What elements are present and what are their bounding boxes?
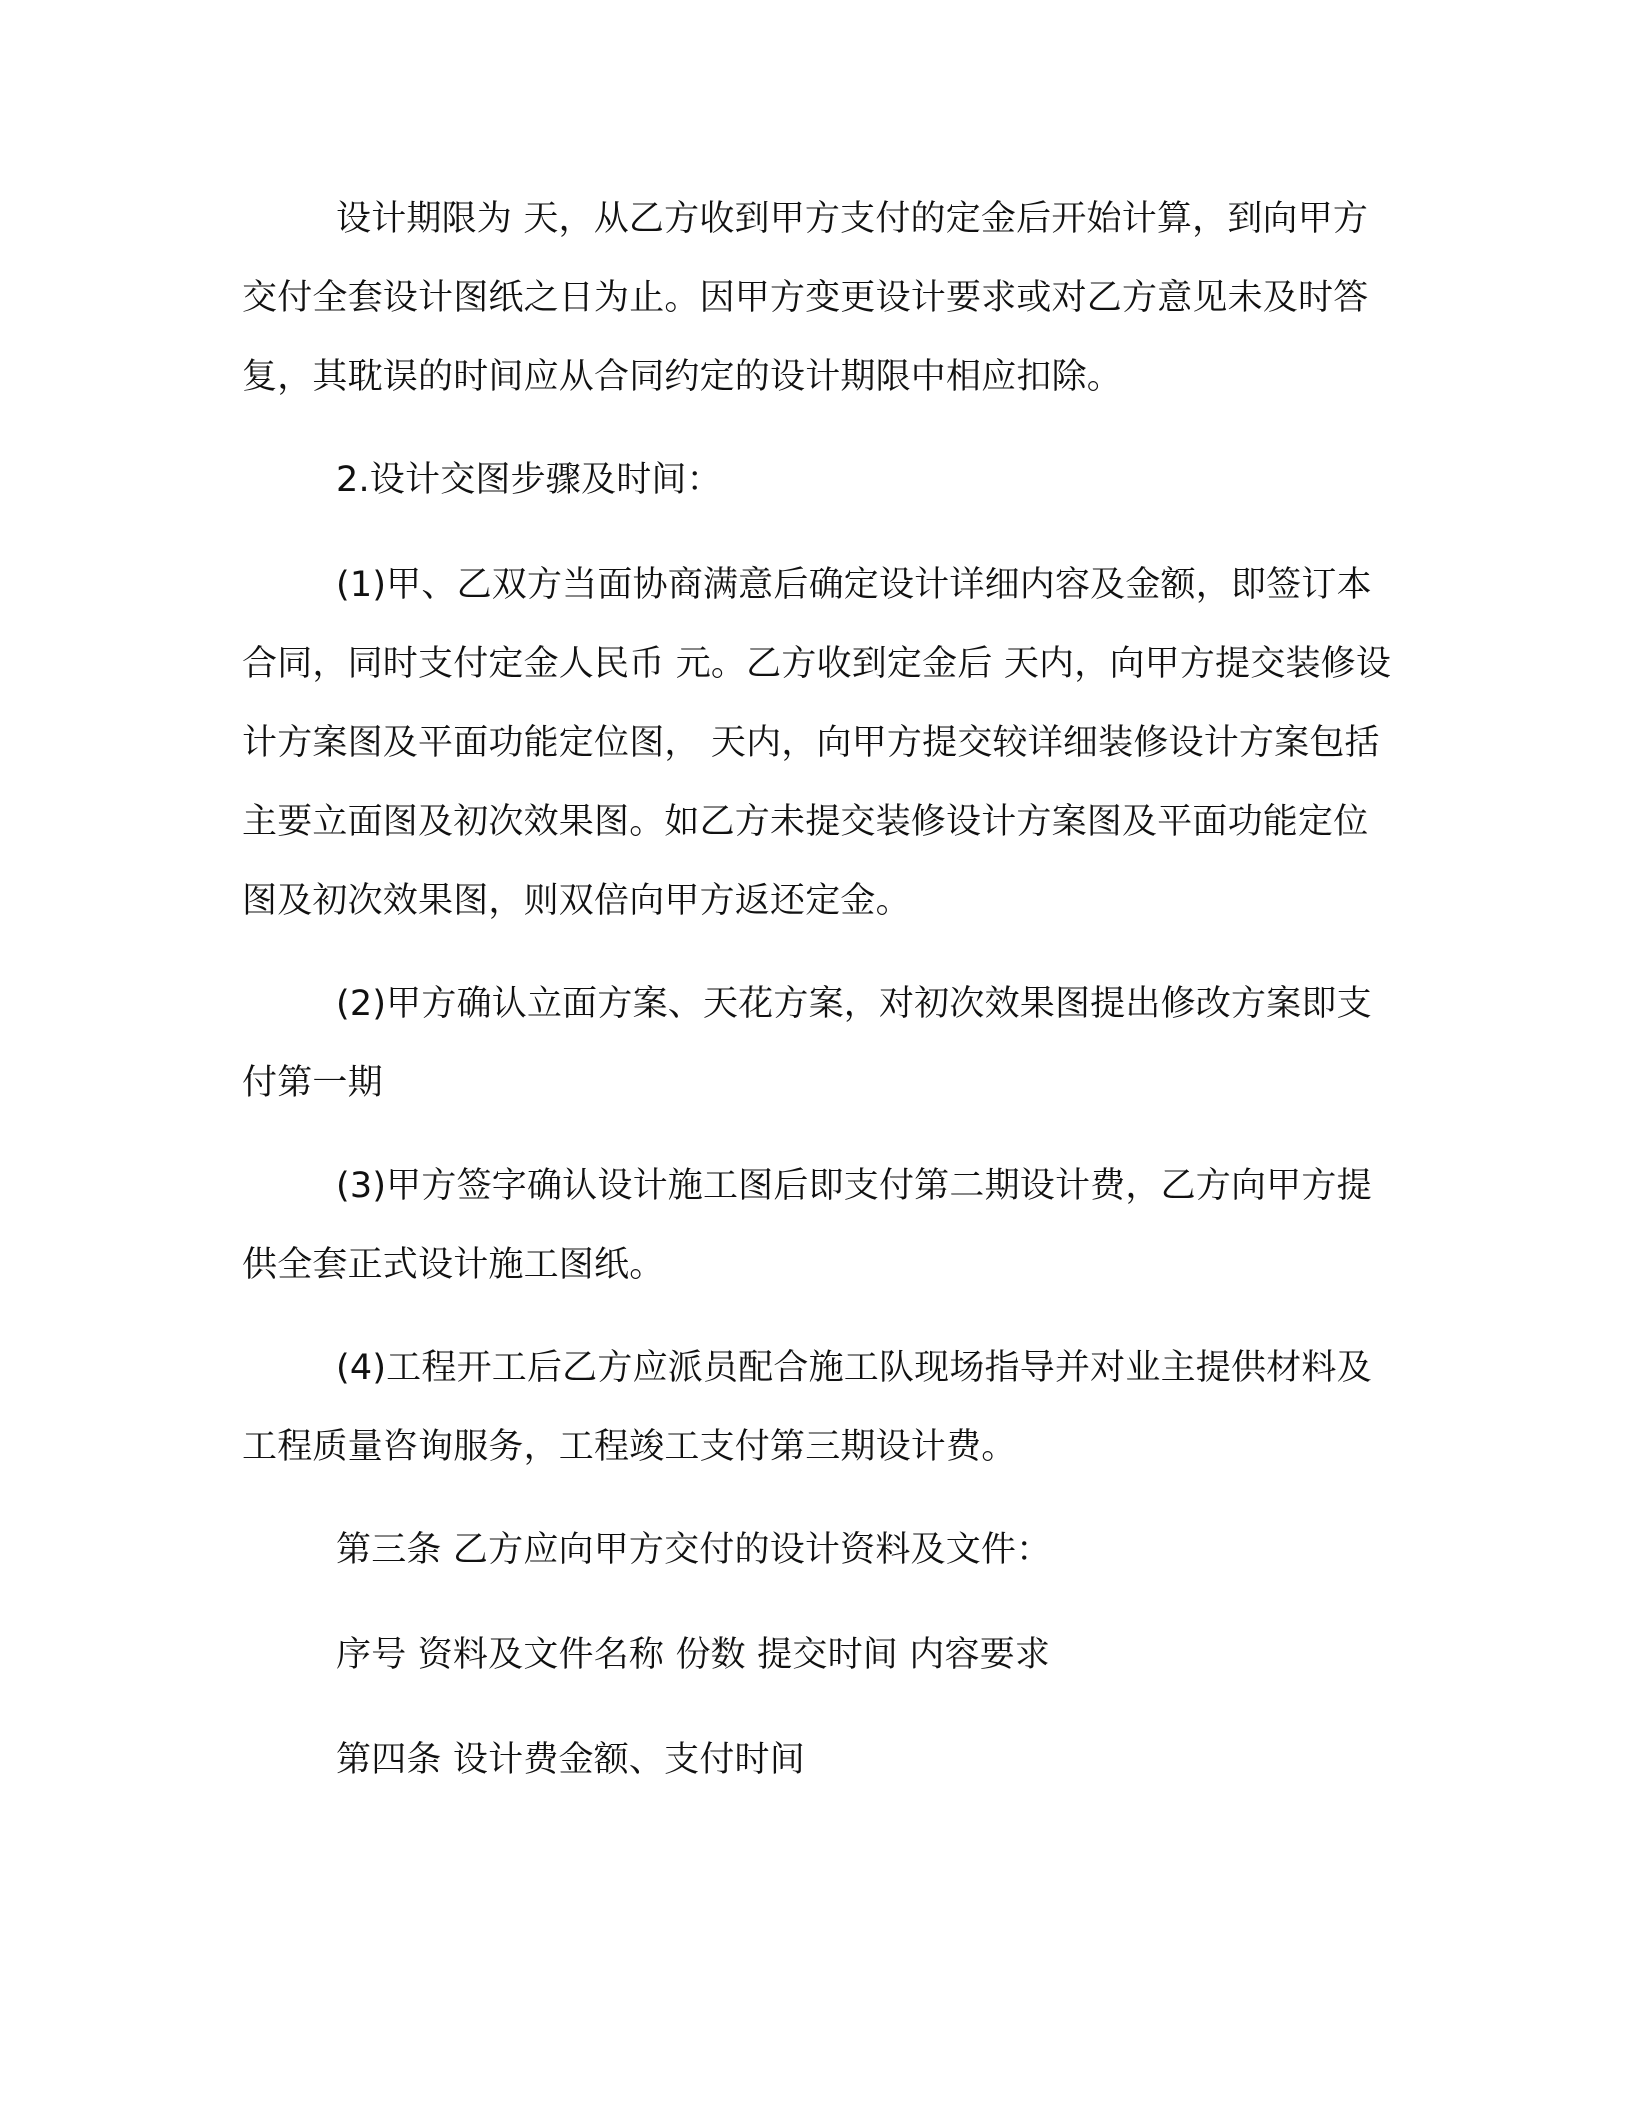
paragraph-table-header: 序号 资料及文件名称 份数 提交时间 内容要求	[336, 1635, 1051, 1675]
paragraph-step-1: (1)甲、乙双方当面协商满意后确定设计详细内容及金额，即签订本合同，同时支付定金人民币 元。乙方收到定金后 天内，向甲方提交装修设计方案图及平面功能定位图， 天内，向甲方提交较详细装修设计方案包括主要立面图及初次效果图。如乙方未提交装修设计方案图及平面功能定位图及初次效果图，则双倍向甲方返还定金。	[242, 565, 1392, 921]
paragraph-design-period: 设计期限为 天，从乙方收到甲方支付的定金后开始计算，到向甲方交付全套设计图纸之日为止。因甲方变更设计要求或对乙方意见未及时答复，其耽误的时间应从合同约定的设计期限中相应扣除。	[242, 199, 1369, 397]
paragraph-delivery-steps-heading: 2.设计交图步骤及时间：	[336, 460, 722, 500]
paragraph-step-2: (2)甲方确认立面方案、天花方案，对初次效果图提出修改方案即支付第一期	[242, 984, 1372, 1103]
paragraph-article-4: 第四条 设计费金额、支付时间	[336, 1740, 805, 1780]
paragraph-article-3: 第三条 乙方应向甲方交付的设计资料及文件：	[336, 1530, 1052, 1570]
paragraph-step-3: (3)甲方签字确认设计施工图后即支付第二期设计费，乙方向甲方提供全套正式设计施工图纸。	[242, 1166, 1372, 1285]
paragraph-step-4: (4)工程开工后乙方应派员配合施工队现场指导并对业主提供材料及工程质量咨询服务，工程竣工支付第三期设计费。	[242, 1348, 1372, 1467]
document-body	[242, 180, 1392, 1826]
